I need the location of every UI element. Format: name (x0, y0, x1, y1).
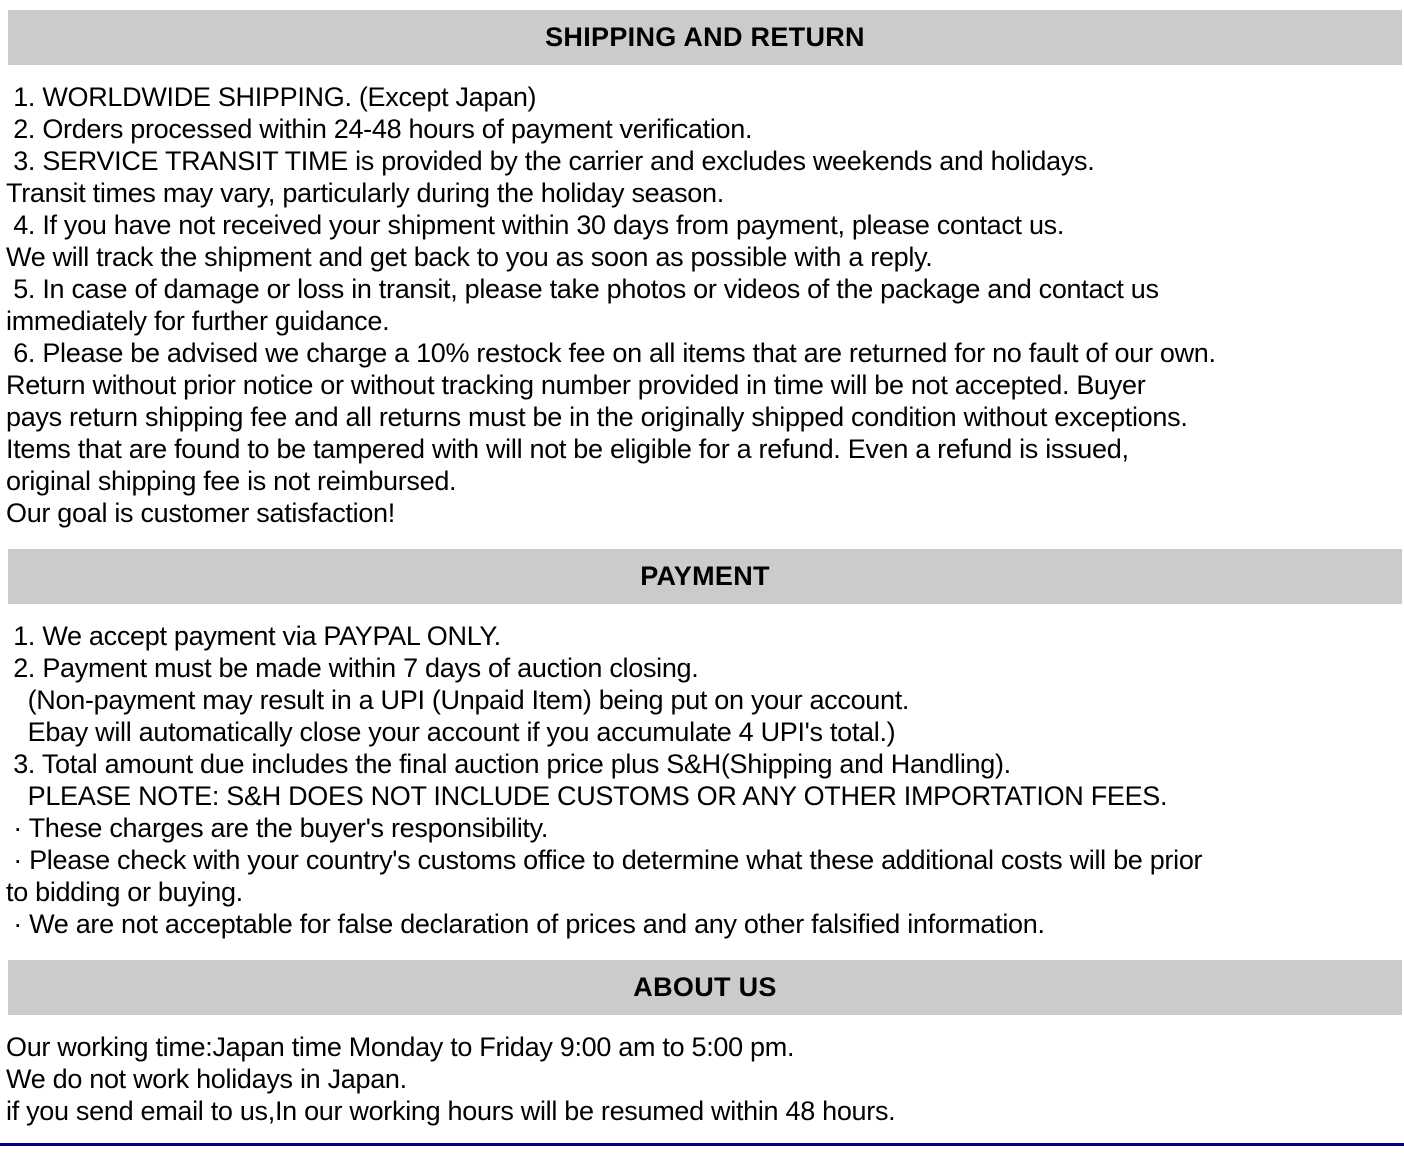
section-body-payment (6, 620, 1402, 940)
text-line: to bidding or buying. (6, 877, 243, 907)
text-line: 3. SERVICE TRANSIT TIME is provided by the carrier and excludes weekends and holidays. (6, 146, 1095, 176)
text-line: Items that are found to be tampered with will not be eligible for a refund. Even a refund is issued, (6, 434, 1129, 464)
section-header-shipping-and-return: SHIPPING AND RETURN (8, 10, 1402, 65)
text-line: 1. WORLDWIDE SHIPPING. (Except Japan) (6, 82, 537, 112)
text-line: 2. Payment must be made within 7 days of auction closing. (6, 653, 699, 683)
text-line: pays return shipping fee and all returns must be in the originally shipped condition without exceptions. (6, 402, 1188, 432)
text-line: We do not work holidays in Japan. (6, 1064, 407, 1094)
text-line: Return without prior notice or without tracking number provided in time will be not accepted. Buyer (6, 370, 1146, 400)
text-line: Our working time:Japan time Monday to Friday 9:00 am to 5:00 pm. (6, 1032, 795, 1062)
text-line: Transit times may vary, particularly during the holiday season. (6, 178, 724, 208)
text-line: (Non-payment may result in a UPI (Unpaid Item) being put on your account. (6, 685, 910, 715)
text-line: Ebay will automatically close your account if you accumulate 4 UPI's total.) (6, 717, 896, 747)
text-line: if you send email to us,In our working hours will be resumed within 48 hours. (6, 1096, 896, 1126)
section-shipping-and-return (0, 10, 1404, 529)
text-line: PLEASE NOTE: S&H DOES NOT INCLUDE CUSTOMS OR ANY OTHER IMPORTATION FEES. (6, 781, 1168, 811)
section-header-about-us: ABOUT US (8, 960, 1402, 1015)
text-line: 1. We accept payment via PAYPAL ONLY. (6, 621, 501, 651)
text-line: 5. In case of damage or loss in transit, please take photos or videos of the package and contact us (6, 274, 1159, 304)
text-line: Our goal is customer satisfaction! (6, 498, 395, 528)
section-about-us (0, 960, 1404, 1127)
text-line: 4. If you have not received your shipment within 30 days from payment, please contact us. (6, 210, 1065, 240)
section-header-payment: PAYMENT (8, 549, 1402, 604)
section-body-about-us (6, 1031, 1402, 1127)
text-line: original shipping fee is not reimbursed. (6, 466, 457, 496)
section-body-shipping-and-return (6, 81, 1402, 529)
text-line: We will track the shipment and get back to you as soon as possible with a reply. (6, 242, 933, 272)
bottom-divider (0, 1143, 1404, 1146)
text-line: · We are not acceptable for false declaration of prices and any other falsified information. (6, 909, 1045, 939)
text-line: · These charges are the buyer's responsibility. (6, 813, 549, 843)
section-payment (0, 549, 1404, 940)
text-line: 3. Total amount due includes the final auction price plus S&H(Shipping and Handling). (6, 749, 1011, 779)
text-line: immediately for further guidance. (6, 306, 390, 336)
text-line: · Please check with your country's customs office to determine what these additional costs will be prior (6, 845, 1203, 875)
text-line: 6. Please be advised we charge a 10% restock fee on all items that are returned for no fault of our own. (6, 338, 1216, 368)
text-line: 2. Orders processed within 24-48 hours of payment verification. (6, 114, 753, 144)
